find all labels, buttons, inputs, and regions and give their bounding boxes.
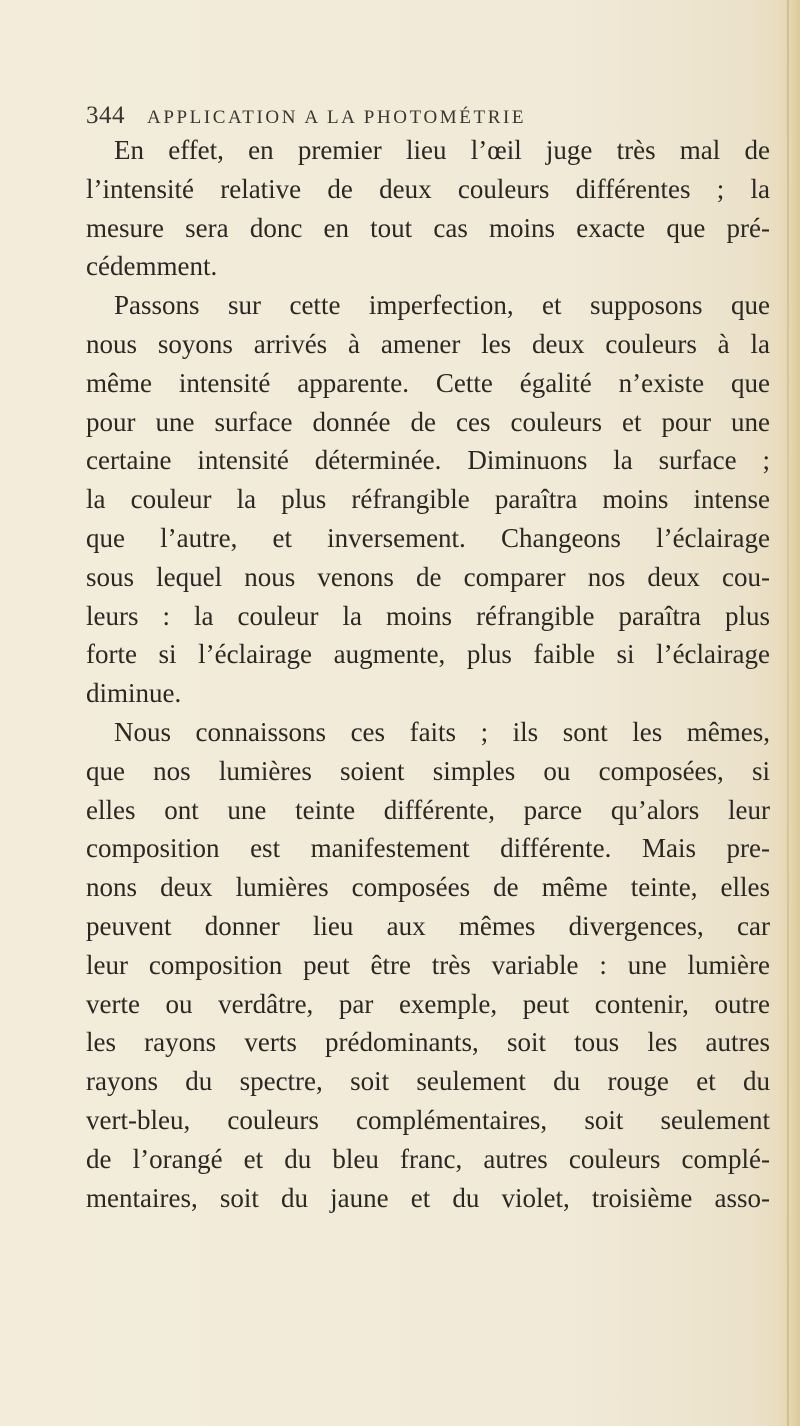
text-line: cédemment. <box>86 251 218 282</box>
text-line: même intensité apparente. Cette égalité n’existe que <box>86 367 770 398</box>
text-line: mentaires, soit du jaune et du violet, troisième asso- <box>86 1182 770 1213</box>
text-line: rayons du spectre, soit seulement du rouge et du <box>86 1066 770 1097</box>
text-line: diminue. <box>86 678 182 709</box>
text-line: verte ou verdâtre, par exemple, peut contenir, outre <box>86 988 770 1019</box>
text-line: que l’autre, et inversement. Changeons l’éclairage <box>86 522 770 553</box>
text-line: pour une surface donnée de ces couleurs et pour une <box>86 406 770 437</box>
text-line: de l’orangé et du bleu franc, autres couleurs complé- <box>86 1143 770 1174</box>
text-line: l’intensité relative de deux couleurs différentes ; la <box>86 173 770 204</box>
text-line: certaine intensité déterminée. Diminuons la surface ; <box>86 445 770 476</box>
text-line: leur composition peut être très variable : une lumière <box>86 949 770 980</box>
text-line: mesure sera donc en tout cas moins exacte que pré- <box>86 212 770 243</box>
text-line: vert-bleu, couleurs complémentaires, soit seulement <box>86 1104 770 1135</box>
text-line: Passons sur cette imperfection, et supposons que <box>114 290 770 321</box>
body-text <box>86 131 770 1217</box>
text-line: peuvent donner lieu aux mêmes divergences, car <box>86 910 770 941</box>
text-line: que nos lumières soient simples ou composées, si <box>86 755 770 786</box>
page-number: 344 <box>86 102 125 129</box>
text-line: Nous connaissons ces faits ; ils sont les mêmes, <box>114 716 770 747</box>
text-line: nons deux lumières composées de même teinte, elles <box>86 872 770 903</box>
text-line: les rayons verts prédominants, soit tous les autres <box>86 1027 770 1058</box>
text-line: forte si l’éclairage augmente, plus faible si l’éclairage <box>86 639 770 670</box>
text-line: la couleur la plus réfrangible paraîtra moins intense <box>86 484 770 515</box>
page-edge-line <box>787 0 789 1426</box>
running-title: APPLICATION A LA PHOTOMÉTRIE <box>147 107 527 128</box>
text-line: sous lequel nous venons de comparer nos deux cou- <box>86 561 770 592</box>
page-edge <box>778 0 800 1426</box>
text-line: leurs : la couleur la moins réfrangible paraîtra plus <box>86 600 770 631</box>
text-line: En effet, en premier lieu l’œil juge très mal de <box>114 135 770 165</box>
text-line: nous soyons arrivés à amener les deux couleurs à la <box>86 328 770 359</box>
text-line: elles ont une teinte différente, parce qu’alors leur <box>86 794 770 825</box>
text-line: composition est manifestement différente. Mais pre- <box>86 833 770 864</box>
